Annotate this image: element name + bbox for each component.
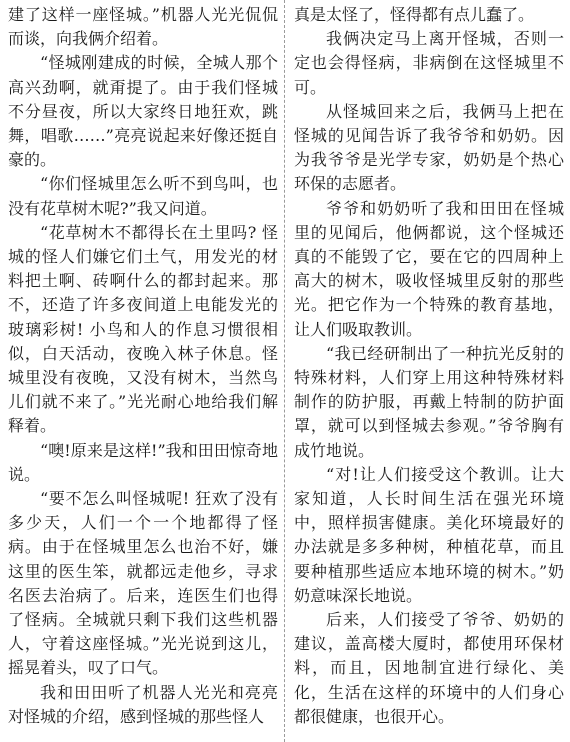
right-column [294, 3, 564, 729]
paragraph-right-4: 爷爷和奶奶听了我和田田在怪城里的见闻后，他俩都说，这个怪城还真的不能毁了它，要在它的四周种上高大的树木，吸收怪城里反射的那些光。把它作为一个特殊的教育基地，让人们吸取教训。 [294, 198, 564, 339]
paragraph-right-2: 我俩决定马上离开怪城，否则一定也会得怪病，非病倒在这怪城里不可。 [294, 29, 564, 97]
paragraph-left-4: “花草树木不都得长在土里吗? 怪城的怪人们嫌它们土气，用发光的材料把土啊、砖啊什么的都封起来。那不，还造了许多夜间道上电能发光的玻璃彩树! 小鸟和人的作息习惯很相似，白天活动，夜晚入林子休息。怪城里没有夜晚，又没有树木，当然鸟儿们就不来了。”光光耐心地给我们解释着。 [8, 222, 278, 436]
paragraph-left-1: 建了这样一座怪城。”机器人光光侃侃而谈，向我俩介绍着。 [8, 5, 278, 49]
paragraph-left-7: 我和田田听了机器人光光和亮亮对怪城的介绍，感到怪城的那些怪人 [8, 682, 278, 726]
paragraph-left-6: “要不怎么叫怪城呢! 狂欢了没有多少天，人们一个一个地都得了怪病。由于在怪城里怎么也治不好，嫌这里的医生笨，就都远走他乡，寻求名医去治病了。后来，连医生们也得了怪病。全城就只剩下我们这些机器人，守着这座怪城。”光光说到这儿，摇晃着头，叹了口气。 [8, 489, 278, 678]
paragraph-left-3: “你们怪城里怎么听不到鸟叫，也没有花草树木呢?”我又问道。 [8, 174, 278, 218]
paragraph-right-3: 从怪城回来之后，我俩马上把在怪城的见闻告诉了我爷爷和奶奶。因为我爷爷是光学专家，奶奶是个热心环保的志愿者。 [294, 101, 564, 194]
paragraph-left-2: “怪城刚建成的时候，全城人那个高兴劲啊，就甭提了。由于我们怪城不分昼夜，所以大家终日地狂欢，跳舞，唱歌……”亮亮说起来好像还挺自豪的。 [8, 53, 278, 170]
paragraph-right-5: “我已经研制出了一种抗光反射的特殊材料，人们穿上用这种特殊材料制作的防护服，再戴上特制的防护面罩，就可以到怪城去参观。”爷爷胸有成竹地说。 [294, 343, 564, 460]
left-column [8, 3, 278, 729]
column-divider [284, 0, 285, 742]
paragraph-right-1: 真是太怪了，怪得都有点儿蠢了。 [294, 5, 535, 24]
paragraph-right-6: “对!让人们接受这个教训。让大家知道，人长时间生活在强光环境中，照样损害健康。美化环境最好的办法就是多多种树，种植花草，而且要种植那些适应本地环境的树木。”奶奶意味深长地说。 [294, 464, 564, 605]
paragraph-left-5: “噢!原来是这样!”我和田田惊奇地说。 [8, 440, 278, 484]
paragraph-right-7: 后来，人们接受了爷爷、奶奶的建议，盖高楼大厦时，都使用环保材料，而且，因地制宜进行绿化、美化，生活在这样的环境中的人们身心都很健康，也很开心。 [294, 610, 564, 726]
